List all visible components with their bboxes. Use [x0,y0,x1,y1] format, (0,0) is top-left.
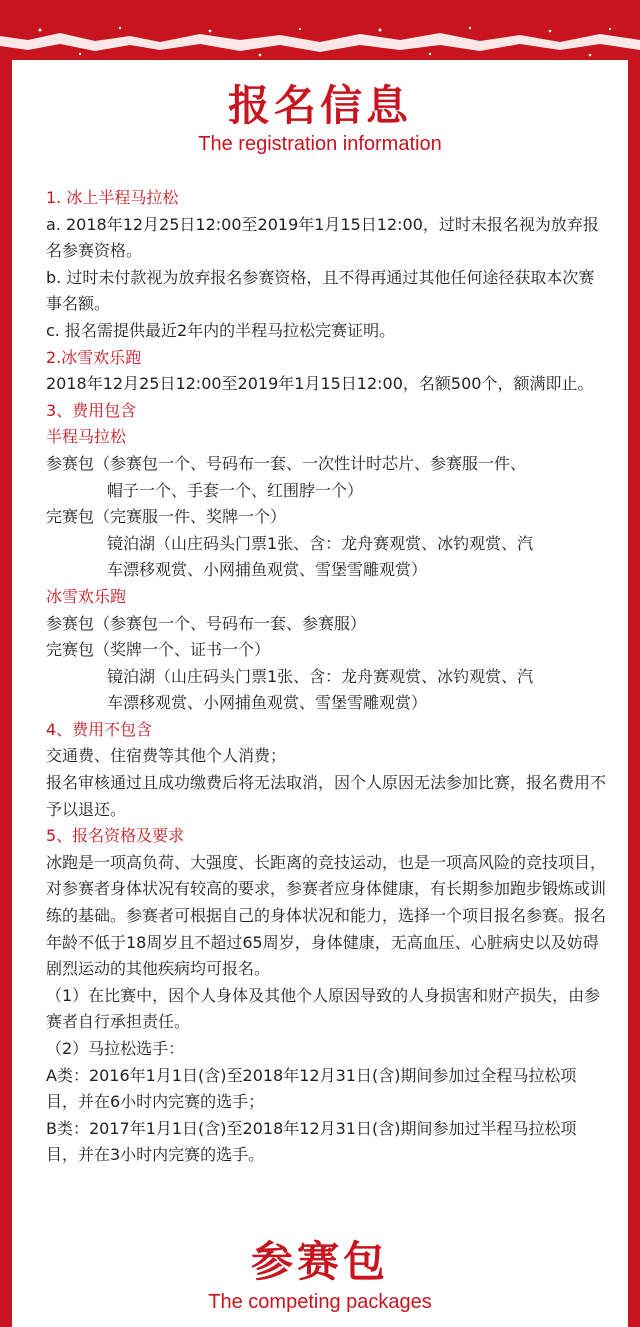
packages-title: 参赛包 [250,1237,389,1286]
page-title: 报名信息 [227,81,412,130]
section-5-class-a: A类：2016年1月1日(含)至2018年12月31日(含)期间参加过全程马拉松项目，并在6小时内完赛的选手； [46,1065,577,1112]
section-2-title: 2.冰雪欢乐跑 [46,347,142,367]
fun-lake-line-2: 车漂移观赏、小网捕鱼观赏、雪堡雪雕观赏） [107,693,428,713]
section-4-line-2: 报名审核通过且成功缴费后将无法取消，因个人原因无法参加比赛，报名费用不予以退还。 [46,773,607,819]
section-4-line-1: 交通费、住宿费等其他个人消费； [46,746,287,766]
brush-edge-decoration [0,0,640,62]
half-kit-line-2: 帽子一个、手套一个、红围脖一个） [107,480,364,500]
page-subtitle: The registration information [198,133,442,155]
section-1-item-a: a. 2018年12月25日12:00至2019年1月15日12:00，过时未报名视为放弃报名参赛资格。 [46,214,599,261]
fun-run-subtitle: 冰雪欢乐跑 [46,586,127,606]
half-lake-line-2: 车漂移观赏、小网捕鱼观赏、雪堡雪雕观赏） [107,560,428,580]
section-1-item-c: c. 报名需提供最近2年内的半程马拉松完赛证明。 [46,320,396,340]
half-finish-pack: 完赛包（完赛服一件、奖牌一个） [46,507,287,527]
top-banner [0,0,640,60]
section-5-item-2: （2）马拉松选手： [46,1039,185,1058]
section-2-text: 2018年12月25日12:00至2019年1月15日12:00，名额500个，额满即止。 [46,374,594,394]
section-1-item-b: b. 过时未付款视为放弃报名参赛资格，且不得再通过其他任何途径获取本次赛事名额。 [46,267,595,314]
half-lake-line-1: 镜泊湖（山庄码头门票1张、含：龙舟赛观赏、冰钓观赏、汽 [107,533,534,553]
section-5-paragraph: 冰跑是一项高负荷、大强度、长距离的竞技运动，也是一项高风险的竞技项目，对参赛者身体状况有较高的要求，参赛者应身体健康，有长期参加跑步锻炼或训练的基础。参赛者可根据自己的身体状况和能力，选择一个项目报名参赛。报名年龄不低于18周岁且不超过65周岁，身体健康，无高血压、心脏病史以及妨碍剧烈运动的其他疾病均可报名。 [46,852,607,979]
section-5-item-1: （1）在比赛中，因个人身体及其他个人原因导致的人身损害和财产损失，由参赛者自行承担责任。 [46,985,601,1032]
half-kit-line-1: 参赛包（参赛包一个、号码布一套、一次性计时芯片、参赛服一件、 [46,453,527,473]
section-3-title: 3、费用包含 [46,400,137,420]
registration-content [46,185,606,1169]
section-1-title: 1. 冰上半程马拉松 [46,188,179,207]
fun-finish-pack: 完赛包（奖牌一个、证书一个） [46,640,271,660]
section-5-title: 5、报名资格及要求 [46,826,185,846]
packages-subtitle: The competing packages [208,1291,432,1313]
fun-lake-line-1: 镜泊湖（山庄码头门票1张、含：龙舟赛观赏、冰钓观赏、汽 [107,666,534,686]
half-marathon-subtitle: 半程马拉松 [46,427,127,447]
fun-kit: 参赛包（参赛包一个、号码布一套、参赛服） [46,613,367,633]
section-4-title: 4、费用不包含 [46,719,153,739]
section-5-class-b: B类：2017年1月1日(含)至2018年12月31日(含)期间参加过半程马拉松项目，并在3小时内完赛的选手。 [46,1118,577,1165]
content-card [12,60,628,1327]
